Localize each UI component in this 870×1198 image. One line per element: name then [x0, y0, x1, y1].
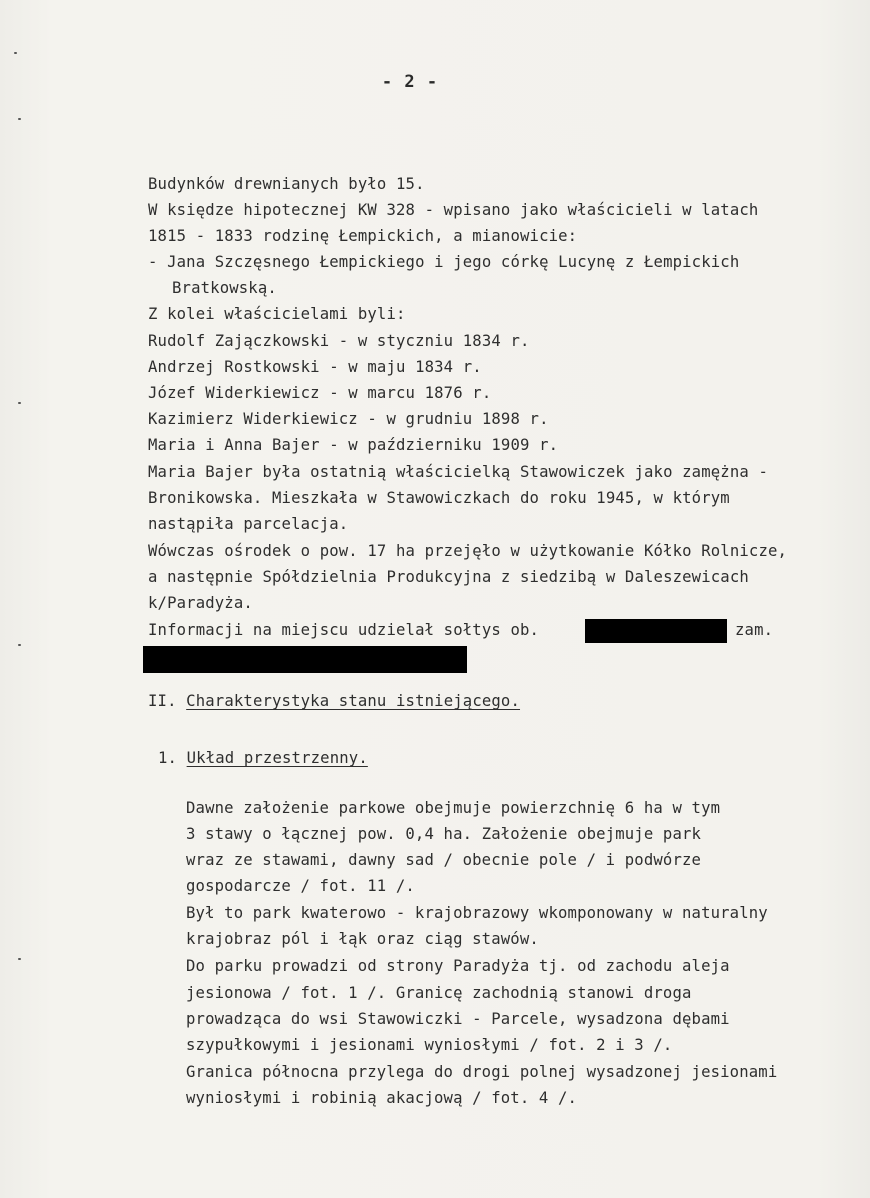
section-title: Charakterystyka stanu istniejącego.: [186, 692, 521, 710]
redaction-bar: [585, 619, 727, 643]
description-line: Był to park kwaterowo - krajobrazowy wkomponowany w naturalny: [186, 904, 768, 922]
section-number: II.: [148, 692, 177, 710]
subsection-title: Układ przestrzenny.: [186, 749, 368, 767]
history-line: Maria Bajer była ostatnią właścicielką Stawowiczek jako zamężna -: [148, 463, 768, 481]
description-line: wyniosłymi i robinią akacjową / fot. 4 /.: [186, 1089, 578, 1107]
info-line-suffix: zam.: [735, 621, 774, 639]
subsection-number: 1.: [158, 749, 178, 767]
description-line: Do parku prowadzi od strony Paradyża tj. od zachodu aleja: [186, 957, 730, 975]
history-line: a następnie Spółdzielnia Produkcyjna z siedzibą w Daleszewicach: [148, 568, 749, 586]
history-line: 1815 - 1833 rodzinę Łempickich, a mianowicie:: [148, 227, 578, 245]
redaction-bar: [143, 646, 467, 673]
history-line: W księdze hipotecznej KW 328 - wpisano jako właścicieli w latach: [148, 201, 759, 219]
description-line: 3 stawy o łącznej pow. 0,4 ha. Założenie obejmuje park: [186, 825, 702, 843]
description-line: Dawne założenie parkowe obejmuje powierzchnię 6 ha w tym: [186, 799, 721, 817]
history-line: Rudolf Zajączkowski - w styczniu 1834 r.: [148, 332, 530, 350]
punch-mark: [14, 52, 17, 54]
description-line: Granica północna przylega do drogi polnej wysadzonej jesionami: [186, 1063, 778, 1081]
history-line: Kazimierz Widerkiewicz - w grudniu 1898 r.: [148, 410, 549, 428]
history-line: Bronikowska. Mieszkała w Stawowiczkach do roku 1945, w którym: [148, 489, 730, 507]
history-line: Józef Widerkiewicz - w marcu 1876 r.: [148, 384, 492, 402]
punch-mark: [18, 402, 21, 404]
history-line: Maria i Anna Bajer - w październiku 1909 r.: [148, 436, 559, 454]
description-line: wraz ze stawami, dawny sad / obecnie pole / i podwórze: [186, 851, 702, 869]
description-line: gospodarcze / fot. 11 /.: [186, 877, 415, 895]
info-line-prefix: Informacji na miejscu udzielał sołtys ob.: [148, 621, 540, 639]
description-line: prowadząca do wsi Stawowiczki - Parcele, wysadzona dębami: [186, 1010, 730, 1028]
history-line: nastąpiła parcelacja.: [148, 515, 349, 533]
history-line: Bratkowską.: [172, 279, 277, 297]
description-line: szypułkowymi i jesionami wyniosłymi / fot. 2 i 3 /.: [186, 1036, 673, 1054]
description-line: krajobraz pól i łąk oraz ciąg stawów.: [186, 930, 539, 948]
subsection-heading: [158, 745, 368, 771]
description-line: jesionowa / fot. 1 /. Granicę zachodnią stanowi droga: [186, 984, 692, 1002]
history-line: Wówczas ośrodek o pow. 17 ha przejęło w użytkowanie Kółko Rolnicze,: [148, 542, 788, 560]
history-line: Z kolei właścicielami byli:: [148, 305, 406, 323]
history-line: Andrzej Rostkowski - w maju 1834 r.: [148, 358, 482, 376]
history-line: k/Paradyża.: [148, 594, 253, 612]
history-line: - Jana Szczęsnego Łempickiego i jego córkę Lucynę z Łempickich: [148, 253, 740, 271]
page-number: - 2 -: [381, 72, 439, 92]
punch-mark: [18, 958, 21, 960]
history-line: Budynków drewnianych było 15.: [148, 175, 425, 193]
punch-mark: [18, 118, 21, 120]
section-heading: [148, 688, 520, 714]
punch-mark: [18, 644, 21, 646]
